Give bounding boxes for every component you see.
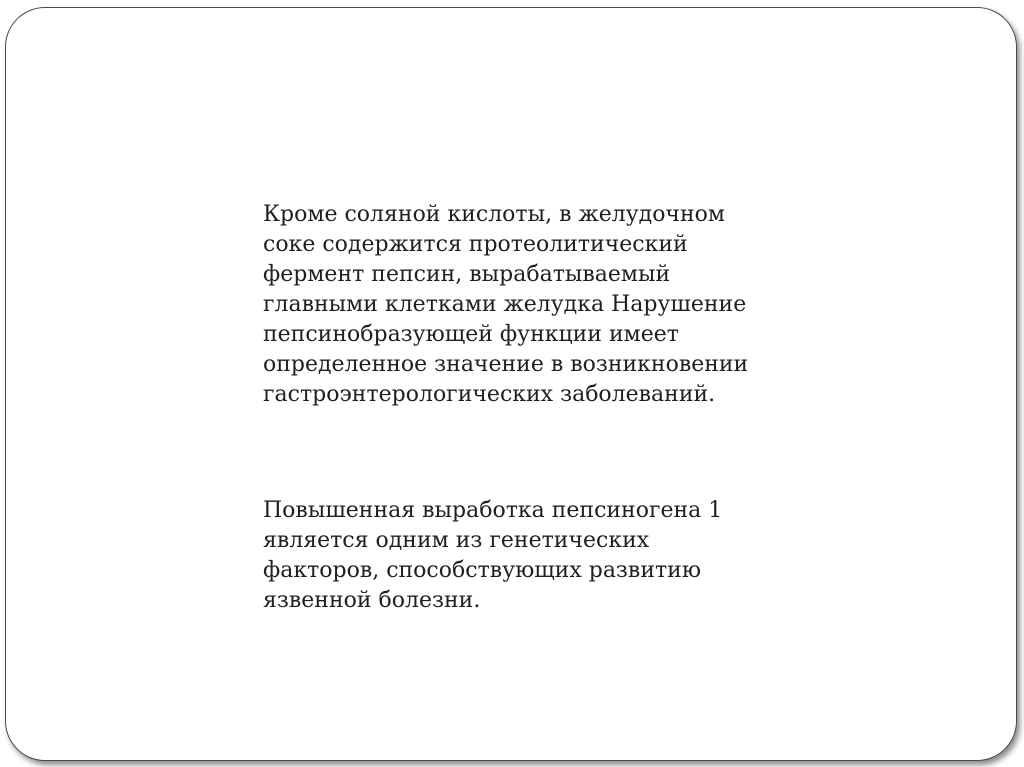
paragraph-line: определенное значение в возникновении (263, 352, 749, 377)
paragraph-line: язвенной болезни. (263, 588, 481, 613)
paragraph-line: гастроэнтерологических заболеваний. (263, 382, 716, 407)
paragraph-line: соке содержится протеолитический (263, 232, 688, 257)
slide-frame (5, 7, 1017, 761)
paragraph-line: главными клетками желудка Нарушение (263, 292, 747, 317)
paragraph-line: Повышенная выработка пепсиногена 1 (263, 498, 723, 523)
paragraph-pepsinogen (263, 496, 783, 616)
paragraph-line: является одним из генетических (263, 528, 650, 553)
paragraph-line: фермент пепсин, вырабатываемый (263, 262, 671, 287)
paragraph-line: факторов, способствующих развитию (263, 558, 701, 583)
paragraph-line: Кроме соляной кислоты, в желудочном (263, 202, 725, 227)
paragraph-line: пепсинобразующей функции имеет (263, 322, 679, 347)
paragraph-pepsin (263, 200, 783, 410)
